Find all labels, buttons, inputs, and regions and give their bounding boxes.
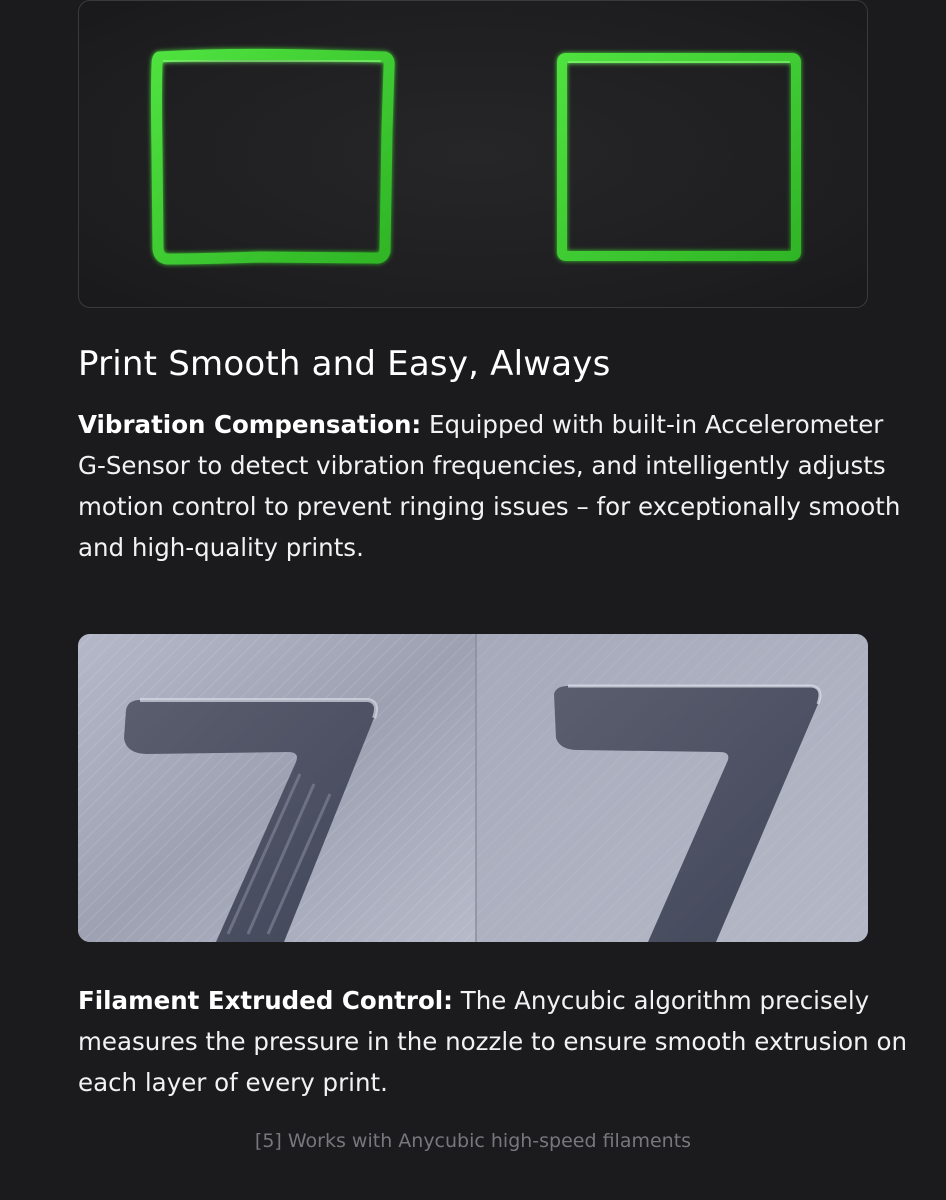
footnote: [5] Works with Anycubic high-speed filaments [254,1130,692,1152]
vibration-compensation-title: Vibration Compensation: [78,410,422,439]
right-printed-square [562,58,796,256]
vibration-compensation-paragraph [78,404,908,568]
left-printed-square [157,54,390,259]
filament-extruded-control-text: The Anycubic algorithm precisely measures the pressure in the nozzle to ensure smooth extrusion on each layer of every print. [78,986,907,1097]
vibration-compensation-text: Equipped with built-in Accelerometer G-Sensor to detect vibration frequencies, and intelligently adjusts motion control to prevent ringing issues – for exceptionally smooth and high-quality prints. [78,410,901,562]
filament-extruded-control-paragraph [78,980,908,1103]
green-square-prints-image [78,0,868,308]
filament-extruded-control-title: Filament Extruded Control: [78,986,453,1015]
seven-digit-print-comparison-image [78,634,868,942]
section-heading: Print Smooth and Easy, Always [78,344,611,384]
